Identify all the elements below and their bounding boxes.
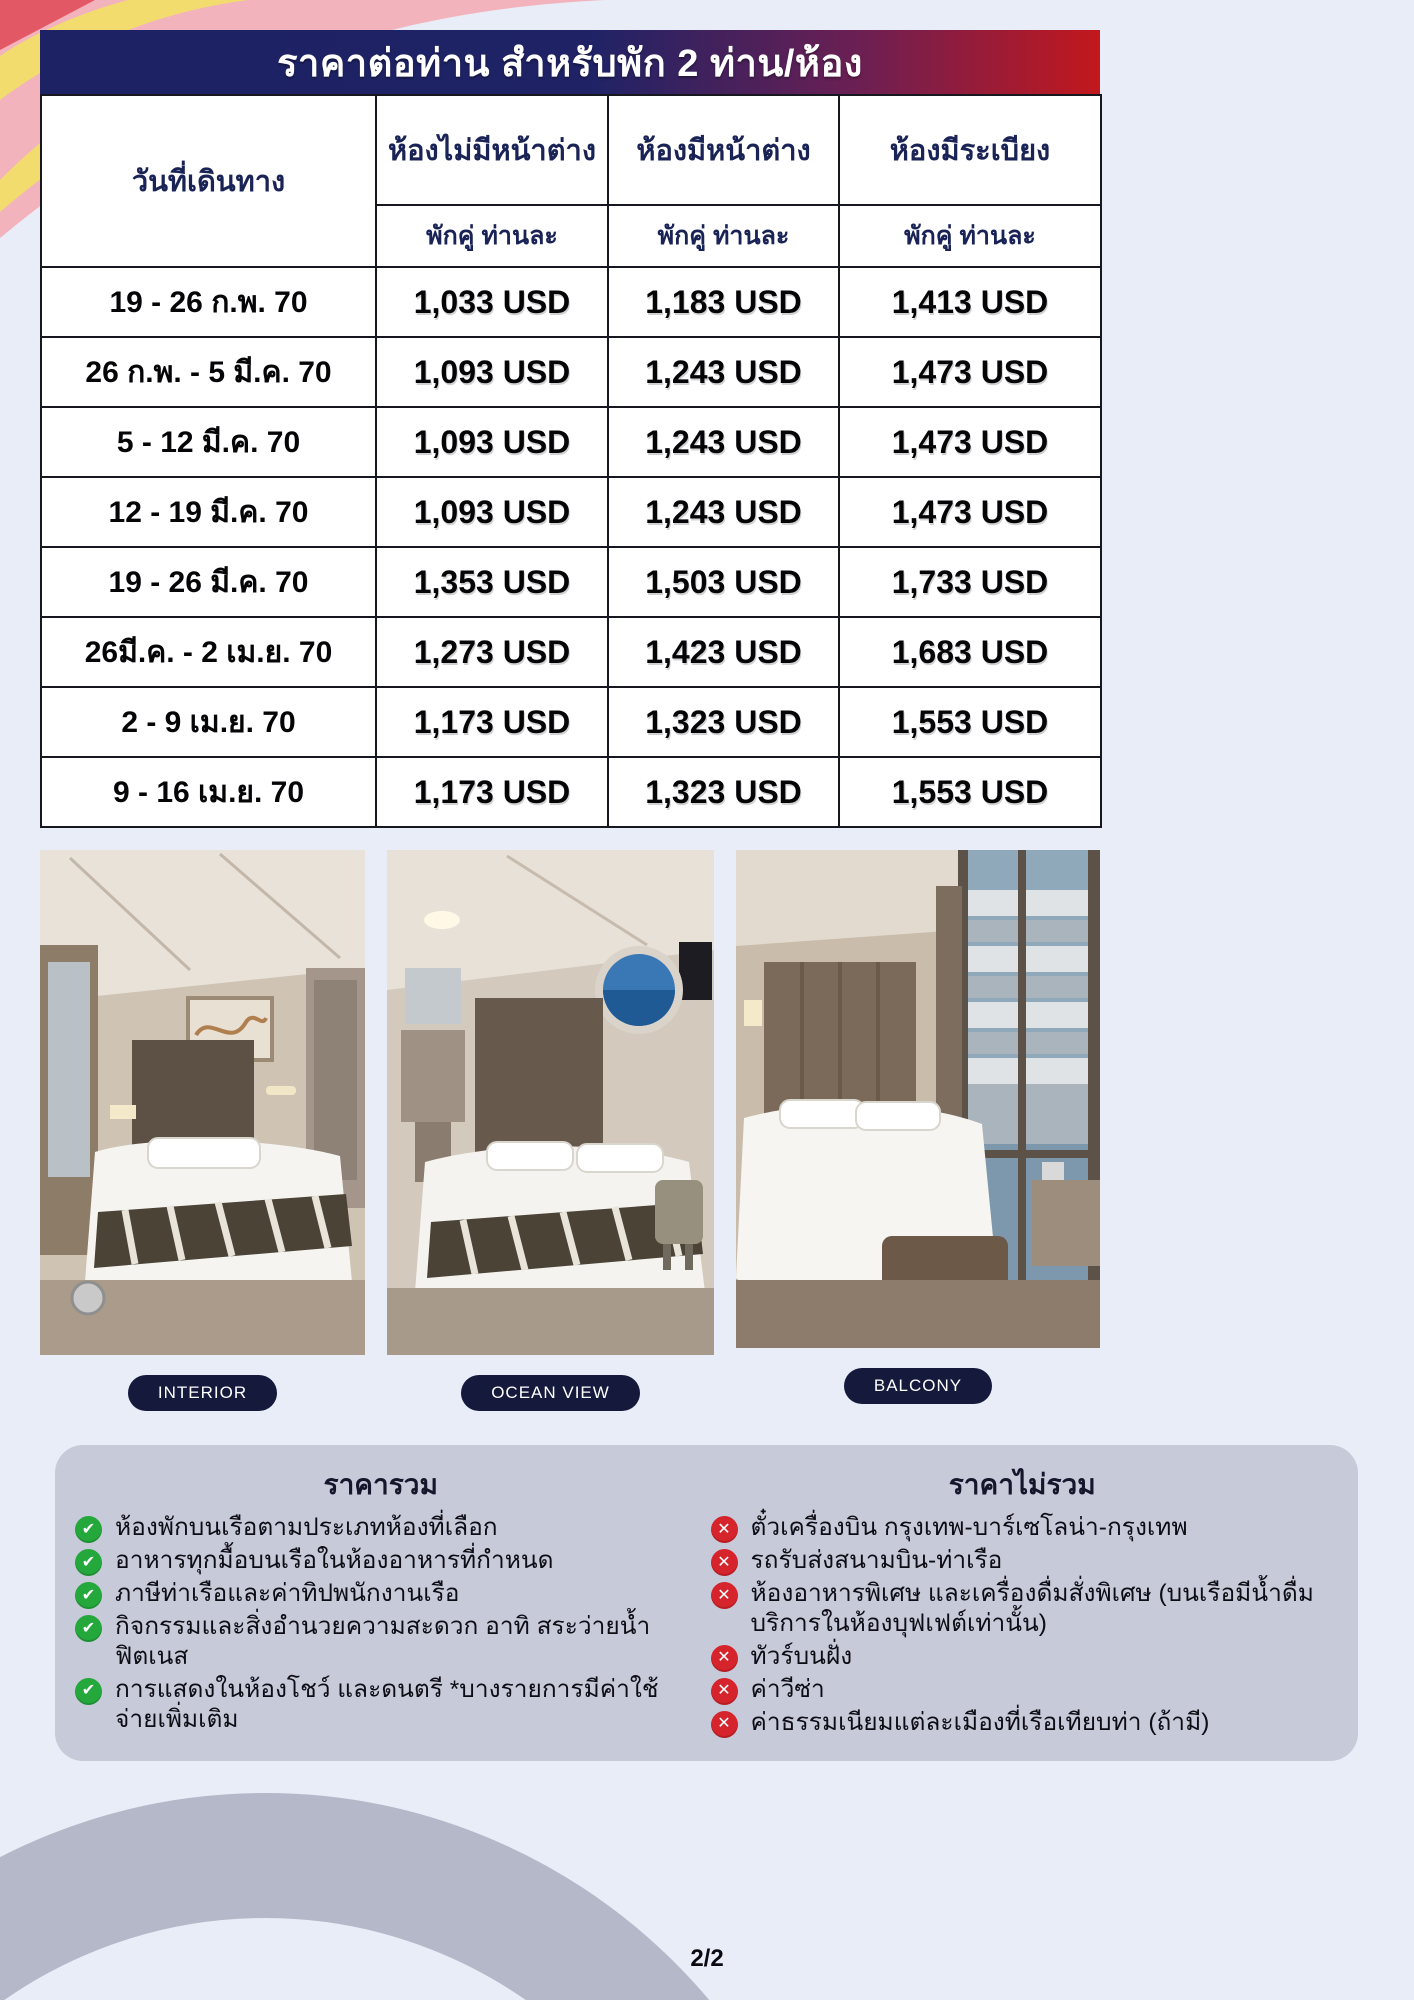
price-table-header <box>41 95 1101 267</box>
interior-figure <box>40 850 365 1411</box>
list-item <box>75 1612 687 1672</box>
price-cell: 1,243 USD <box>608 407 839 477</box>
price-cell: 1,093 USD <box>376 337 608 407</box>
price-cell: 1,473 USD <box>839 407 1101 477</box>
price-cell: 1,093 USD <box>376 477 608 547</box>
list-item-text: ห้องพักบนเรือตามประเภทห้องที่เลือก <box>115 1514 498 1541</box>
list-item <box>711 1579 1335 1639</box>
price-cell: 1,413 USD <box>839 267 1101 337</box>
list-item <box>711 1675 1335 1705</box>
price-cell: 1,473 USD <box>839 337 1101 407</box>
date-cell: 12 - 19 มี.ค. 70 <box>41 477 376 547</box>
table-row <box>41 757 1101 827</box>
sub-header-balcony: พักคู่ ท่านละ <box>839 205 1101 267</box>
price-cell: 1,173 USD <box>376 687 608 757</box>
price-cell: 1,173 USD <box>376 757 608 827</box>
price-cell: 1,323 USD <box>608 757 839 827</box>
cross-icon: ✕ <box>711 1645 738 1672</box>
table-row <box>41 267 1101 337</box>
included-title: ราคารวม <box>323 1469 438 1500</box>
price-table <box>40 94 1102 828</box>
list-item-text: การแสดงในห้องโชว์ และดนตรี *บางรายการมีค่าใช้จ่ายเพิ่มเติม <box>115 1675 659 1733</box>
page-title: ราคาต่อท่าน สำหรับพัก 2 ท่าน/ห้อง <box>277 42 863 85</box>
list-item-text: ค่าธรรมเนียมแต่ละเมืองที่เรือเทียบท่า (ถ้ามี) <box>750 1708 1210 1736</box>
cross-icon: ✕ <box>711 1516 738 1543</box>
price-cell: 1,243 USD <box>608 337 839 407</box>
table-row <box>41 617 1101 687</box>
excluded-list <box>711 1513 1335 1738</box>
price-cell: 1,683 USD <box>839 617 1101 687</box>
room-type-header-row <box>41 95 1101 205</box>
list-item <box>711 1708 1335 1738</box>
price-cell: 1,273 USD <box>376 617 608 687</box>
check-icon: ✔ <box>75 1615 102 1642</box>
date-cell: 19 - 26 มี.ค. 70 <box>41 547 376 617</box>
ocean-view-label: OCEAN VIEW <box>461 1375 640 1411</box>
list-item <box>75 1513 687 1543</box>
cross-icon: ✕ <box>711 1582 738 1609</box>
cabin-photos <box>40 850 1100 1411</box>
table-row <box>41 547 1101 617</box>
price-cell: 1,243 USD <box>608 477 839 547</box>
page-title-banner <box>40 30 1100 94</box>
ocean-view-figure <box>387 850 714 1411</box>
date-cell: 19 - 26 ก.พ. 70 <box>41 267 376 337</box>
list-item-text: รถรับส่งสนามบิน-ท่าเรือ <box>750 1547 1003 1574</box>
price-cell: 1,473 USD <box>839 477 1101 547</box>
check-icon: ✔ <box>75 1582 102 1609</box>
list-item-text: ภาษีท่าเรือและค่าทิปพนักงานเรือ <box>115 1580 460 1607</box>
list-item-text: ห้องอาหารพิเศษ และเครื่องดื่มสั่งพิเศษ (บนเรือมีน้ำดื่มบริการในห้องบุฟเฟต์เท่านั้น) <box>750 1580 1314 1637</box>
table-row <box>41 477 1101 547</box>
sub-header-oceanview: พักคู่ ท่านละ <box>608 205 839 267</box>
check-icon: ✔ <box>75 1516 102 1543</box>
price-cell: 1,093 USD <box>376 407 608 477</box>
ocean-view-photo <box>387 850 714 1355</box>
list-item-text: กิจกรรมและสิ่งอำนวยความสะดวก อาทิ สระว่ายน้ำ ฟิตเนส <box>115 1613 651 1670</box>
price-cell: 1,033 USD <box>376 267 608 337</box>
column-header-inside: ห้องไม่มีหน้าต่าง <box>376 95 608 205</box>
table-row <box>41 687 1101 757</box>
cross-icon: ✕ <box>711 1549 738 1576</box>
list-item-text: ตั๋วเครื่องบิน กรุงเทพ-บาร์เซโลน่า-กรุงเทพ <box>750 1514 1188 1541</box>
balcony-figure <box>736 850 1100 1411</box>
list-item <box>75 1546 687 1576</box>
price-cell: 1,353 USD <box>376 547 608 617</box>
list-item <box>75 1675 687 1735</box>
check-icon: ✔ <box>75 1678 102 1705</box>
price-cell: 1,183 USD <box>608 267 839 337</box>
list-item-text: อาหารทุกมื้อบนเรือในห้องอาหารที่กำหนด <box>115 1547 554 1574</box>
price-table-body <box>41 267 1101 827</box>
included-section <box>75 1463 705 1741</box>
date-cell: 26มี.ค. - 2 เม.ย. 70 <box>41 617 376 687</box>
page-number: 2/2 <box>690 1945 724 1972</box>
date-column-header: วันที่เดินทาง <box>41 95 376 267</box>
interior-photo <box>40 850 365 1355</box>
balcony-photo <box>736 850 1100 1348</box>
column-header-oceanview: ห้องมีหน้าต่าง <box>608 95 839 205</box>
list-item <box>75 1579 687 1609</box>
table-row <box>41 337 1101 407</box>
interior-label: INTERIOR <box>128 1375 277 1411</box>
date-cell: 26 ก.พ. - 5 มี.ค. 70 <box>41 337 376 407</box>
price-cell: 1,503 USD <box>608 547 839 617</box>
excluded-title: ราคาไม่รวม <box>948 1469 1096 1500</box>
date-cell: 5 - 12 มี.ค. 70 <box>41 407 376 477</box>
price-cell: 1,423 USD <box>608 617 839 687</box>
list-item <box>711 1546 1335 1576</box>
table-row <box>41 407 1101 477</box>
date-cell: 2 - 9 เม.ย. 70 <box>41 687 376 757</box>
price-cell: 1,553 USD <box>839 757 1101 827</box>
price-cell: 1,553 USD <box>839 687 1101 757</box>
cross-icon: ✕ <box>711 1678 738 1705</box>
list-item-text: ค่าวีซ่า <box>750 1675 825 1703</box>
column-header-balcony: ห้องมีระเบียง <box>839 95 1101 205</box>
sub-header-inside: พักคู่ ท่านละ <box>376 205 608 267</box>
cross-icon: ✕ <box>711 1711 738 1738</box>
price-cell: 1,733 USD <box>839 547 1101 617</box>
list-item-text: ทัวร์บนฝั่ง <box>750 1642 853 1670</box>
list-item <box>711 1642 1335 1672</box>
list-item <box>711 1513 1335 1543</box>
balcony-label: BALCONY <box>844 1368 992 1404</box>
check-icon: ✔ <box>75 1549 102 1576</box>
price-cell: 1,323 USD <box>608 687 839 757</box>
conditions-panel <box>55 1445 1358 1761</box>
date-cell: 9 - 16 เม.ย. 70 <box>41 757 376 827</box>
excluded-section <box>705 1463 1335 1741</box>
included-list <box>75 1513 687 1735</box>
